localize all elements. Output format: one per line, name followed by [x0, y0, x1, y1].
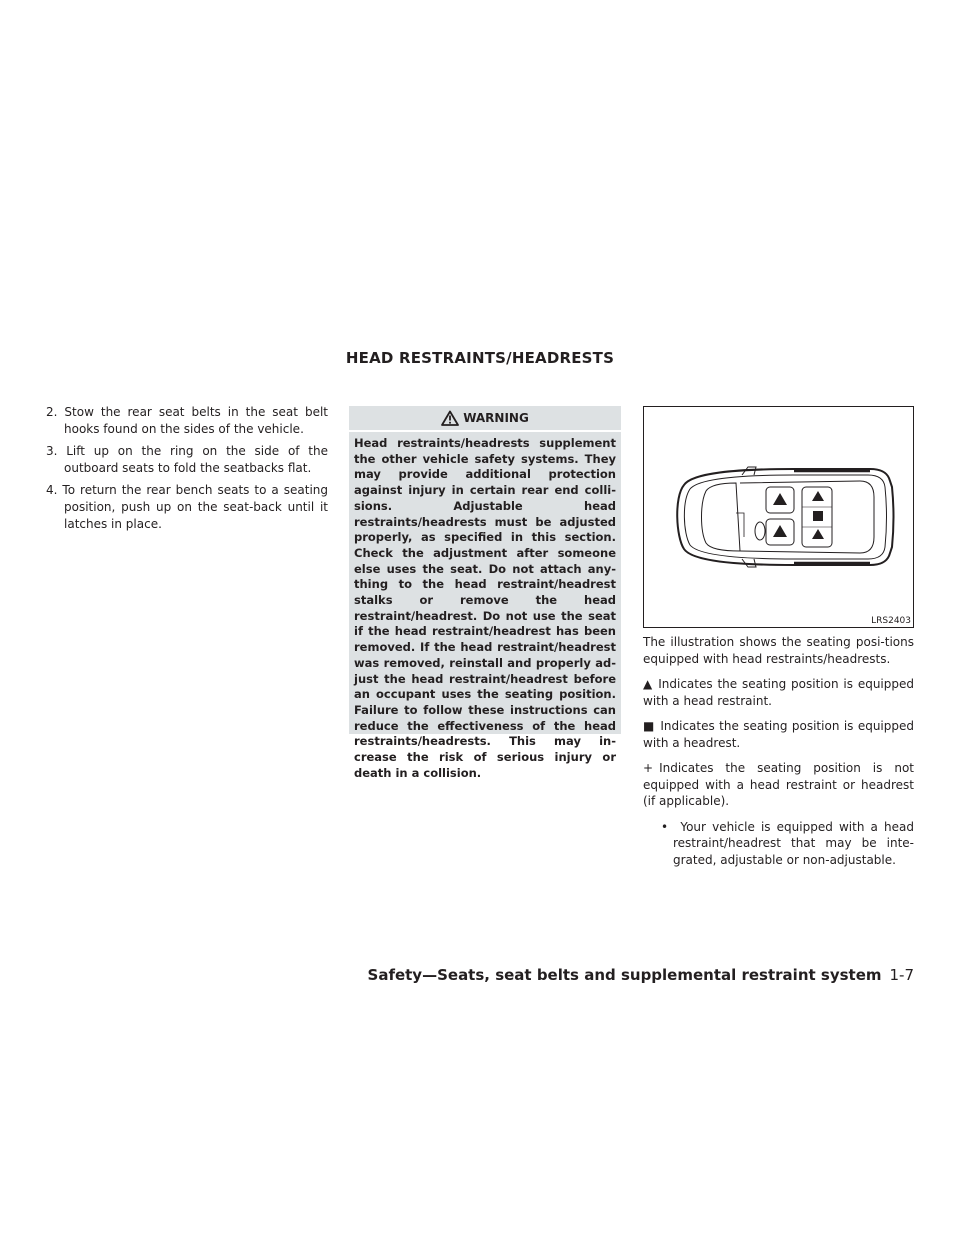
steps-column: [46, 404, 328, 538]
seating-diagram: [643, 406, 914, 628]
step-2: 2. Stow the rear seat belts in the seat belt hooks found on the sides of the vehicle.: [46, 405, 328, 436]
footer-title: Safety—Seats, seat belts and supplemental restraint system: [367, 966, 882, 984]
page-number: 1-7: [889, 966, 914, 984]
intro-paragraph: The illustration shows the seating posi-tions equipped with head restraints/headrests.: [643, 635, 914, 666]
warning-triangle-icon: [441, 410, 459, 426]
car-top-view-illustration: [644, 407, 913, 627]
legend-text: Indicates the seating position is equipped with a headrest.: [643, 719, 914, 750]
warning-header: [349, 406, 621, 432]
triangle-icon: ▲: [643, 677, 653, 691]
legend-text: Indicates the seating position is equipped with a head restraint.: [643, 677, 914, 708]
bullet-text: Your vehicle is equipped with a head restraint/headrest that may be inte-grated, adjustable or non-adjustable.: [673, 819, 914, 867]
plus-icon: +: [643, 761, 654, 775]
legend-not-equipped: [643, 760, 914, 810]
warning-box: [349, 406, 621, 780]
page-footer: [368, 966, 914, 984]
step-4: 4. To return the rear bench seats to a seating position, push up on the seat-back until it latches in place.: [46, 483, 328, 531]
square-icon: ■: [643, 719, 655, 733]
warning-text: Head restraints/headrests supplement the other vehicle safety systems. They may provide additional protection against injury in certain rear end colli-sions. Adjustable head restraints/headrests must be adjusted properly, as specified in this section. Check the adjustment after someone else uses the seat. Do not attach any-thing to the head restraint/headrest stalks or remove the head restraint/headrest. Do not use the seat if the head restraint/headrest has been removed. If the head restraint/headrest was removed, reinstall and properly ad-just the head restraint/headrest before an occupant uses the seating position. Failure to follow these instructions can reduce the effectiveness of the head restraints/headrests. This may in-crease the risk of serious injury or death in a collision.: [354, 436, 616, 780]
warning-title: WARNING: [463, 411, 529, 425]
bullet-dot-icon: •: [661, 819, 681, 834]
legend-head-restraint: [643, 676, 914, 709]
step-3: 3. Lift up on the ring on the side of the outboard seats to fold the seatbacks flat.: [46, 444, 328, 475]
legend-text: Indicates the seating position is not equipped with a head restraint or headrest (if applicable).: [643, 761, 914, 808]
right-column: [643, 634, 914, 868]
bullet-item: [661, 819, 914, 869]
legend-headrest: [643, 718, 914, 751]
section-title: HEAD RESTRAINTS/HEADRESTS: [345, 349, 615, 367]
figure-code: LRS2403: [871, 616, 911, 626]
